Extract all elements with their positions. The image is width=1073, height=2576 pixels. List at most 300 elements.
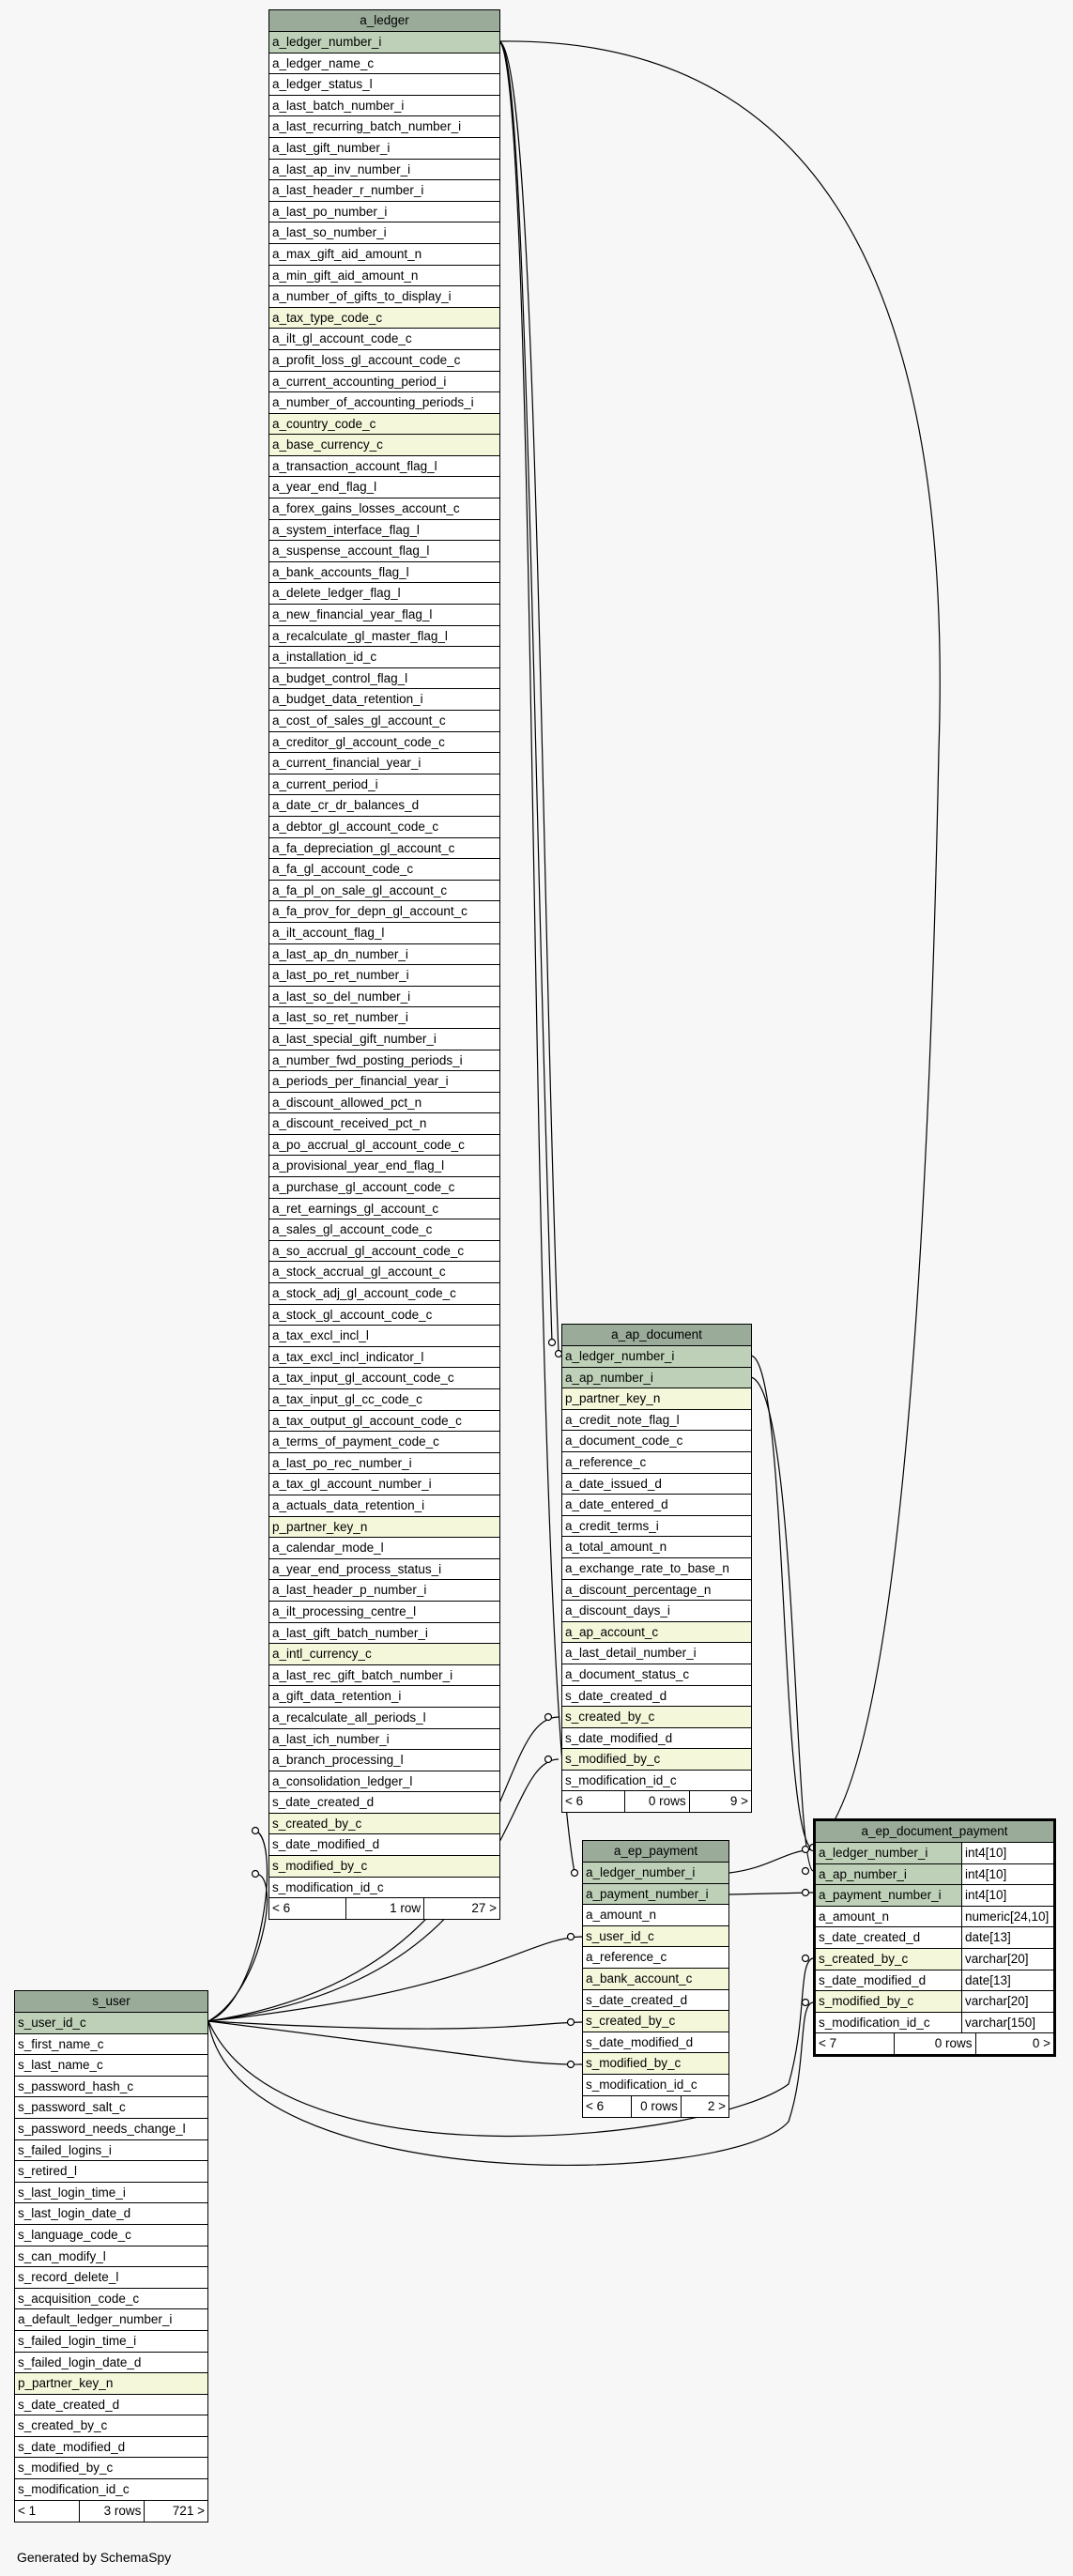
- column-row[interactable]: [269, 74, 499, 96]
- column-name: a_amount_n: [819, 1909, 890, 1924]
- foreign-key-column[interactable]: [269, 308, 499, 330]
- row-count: 0 rows: [631, 2096, 681, 2117]
- column-name: s_created_by_c: [565, 1710, 655, 1725]
- column-row[interactable]: [269, 286, 499, 308]
- column-name: p_partner_key_n: [18, 2376, 114, 2391]
- column-name: a_last_gift_batch_number_i: [272, 1625, 428, 1640]
- table-a-ap-document[interactable]: [561, 1324, 752, 1813]
- column-name: s_first_name_c: [18, 2036, 104, 2051]
- column-row[interactable]: [269, 1177, 499, 1199]
- column-row[interactable]: [269, 987, 499, 1008]
- column-name: a_sales_gl_account_code_c: [272, 1222, 433, 1237]
- row-count: 3 rows: [79, 2501, 145, 2522]
- column-row[interactable]: [269, 753, 499, 774]
- foreign-key-column[interactable]: [562, 1622, 751, 1644]
- column-name: s_created_by_c: [819, 1951, 909, 1966]
- column-name: a_credit_note_flag_l: [565, 1412, 680, 1427]
- column-name: a_stock_adj_gl_account_code_c: [272, 1286, 456, 1301]
- column-row[interactable]: [269, 222, 499, 244]
- column-name: a_credit_terms_i: [565, 1518, 659, 1533]
- column-row[interactable]: [269, 1602, 499, 1623]
- column-row[interactable]: [562, 1516, 751, 1538]
- column-row[interactable]: [269, 266, 499, 287]
- column-type: int4[10]: [961, 1843, 1053, 1863]
- column-row[interactable]: [15, 2246, 207, 2268]
- column-name: a_ledger_number_i: [586, 1865, 696, 1879]
- column-name: s_modified_by_c: [272, 1859, 368, 1874]
- column-row[interactable]: [269, 1771, 499, 1793]
- column-row[interactable]: [269, 1219, 499, 1241]
- column-row[interactable]: [15, 2097, 207, 2119]
- column-name: a_so_accrual_gl_account_code_c: [272, 1243, 465, 1258]
- primary-key-column[interactable]: [15, 2013, 207, 2034]
- column-name: a_ilt_gl_account_code_c: [272, 331, 412, 346]
- foreign-key-column[interactable]: [562, 1388, 751, 1410]
- column-name: a_ilt_account_flag_l: [272, 925, 385, 940]
- column-name: a_discount_percentage_n: [565, 1582, 712, 1597]
- table-header[interactable]: a_ap_document: [562, 1325, 751, 1346]
- column-name: a_discount_received_pct_n: [272, 1116, 427, 1131]
- column-name: s_modified_by_c: [18, 2461, 114, 2476]
- column-name: a_fa_gl_account_code_c: [272, 862, 414, 877]
- column-row[interactable]: [269, 817, 499, 838]
- column-name: a_suspense_account_flag_l: [272, 544, 430, 559]
- column-name: s_date_created_d: [18, 2397, 120, 2412]
- column-row[interactable]: [269, 96, 499, 117]
- primary-key-column[interactable]: [816, 1885, 1053, 1907]
- column-name: a_year_end_process_status_i: [272, 1561, 442, 1576]
- column-row[interactable]: [269, 160, 499, 181]
- column-name: a_payment_number_i: [819, 1888, 942, 1903]
- column-row[interactable]: [269, 1623, 499, 1645]
- edge-ep-payment-paynum-to-edp: [729, 1893, 813, 1894]
- column-row[interactable]: [562, 1686, 751, 1708]
- column-type: int4[10]: [961, 1885, 1053, 1906]
- column-name: a_last_ap_dn_number_i: [272, 946, 408, 961]
- primary-key-column[interactable]: [583, 1884, 728, 1906]
- column-row[interactable]: [269, 583, 499, 605]
- column-name: a_calendar_mode_l: [272, 1541, 384, 1556]
- column-row[interactable]: [562, 1728, 751, 1750]
- table-a-ledger[interactable]: [268, 9, 500, 1920]
- foreign-key-column[interactable]: [269, 1517, 499, 1539]
- column-row[interactable]: [269, 923, 499, 944]
- column-name: a_po_accrual_gl_account_code_c: [272, 1137, 465, 1152]
- foreign-key-column[interactable]: [269, 1814, 499, 1835]
- column-name: s_language_code_c: [18, 2227, 131, 2242]
- column-name: a_date_entered_d: [565, 1497, 668, 1512]
- column-name: a_system_interface_flag_l: [272, 522, 420, 537]
- column-name: a_recalculate_gl_master_flag_l: [272, 628, 448, 643]
- column-row[interactable]: [15, 2077, 207, 2098]
- column-name: a_number_of_gifts_to_display_i: [272, 289, 452, 304]
- column-name: a_last_so_ret_number_i: [272, 1010, 408, 1025]
- column-name: s_user_id_c: [18, 2016, 86, 2030]
- column-name: s_modified_by_c: [819, 1994, 914, 2009]
- column-row[interactable]: [269, 1113, 499, 1135]
- column-name: a_year_end_flag_l: [272, 480, 377, 495]
- column-row[interactable]: [269, 54, 499, 75]
- column-row[interactable]: [269, 732, 499, 754]
- column-name: a_provisional_year_end_flag_l: [272, 1158, 445, 1173]
- column-name: a_current_accounting_period_i: [272, 374, 447, 389]
- column-row[interactable]: [269, 1007, 499, 1029]
- foreign-key-column[interactable]: [583, 2011, 728, 2032]
- column-row[interactable]: [15, 2161, 207, 2183]
- column-row[interactable]: [15, 2437, 207, 2459]
- column-row[interactable]: [15, 2203, 207, 2225]
- column-row[interactable]: [269, 138, 499, 160]
- column-name: s_acquisition_code_c: [18, 2291, 140, 2306]
- column-row[interactable]: [269, 1347, 499, 1369]
- column-name: a_current_financial_year_i: [272, 756, 422, 771]
- column-name: s_date_created_d: [272, 1795, 375, 1810]
- column-name: a_tax_input_gl_account_code_c: [272, 1371, 454, 1386]
- column-row[interactable]: [269, 202, 499, 223]
- column-row[interactable]: [269, 859, 499, 881]
- table-a-ep-document-payment[interactable]: [813, 1818, 1056, 2057]
- column-row[interactable]: [15, 2183, 207, 2204]
- foreign-key-column[interactable]: [816, 1991, 1053, 2013]
- column-name: s_retired_l: [18, 2164, 78, 2179]
- column-name: a_ap_number_i: [565, 1370, 653, 1385]
- column-row[interactable]: [269, 1538, 499, 1559]
- column-row[interactable]: [269, 1305, 499, 1326]
- foreign-key-column[interactable]: [816, 1949, 1053, 1970]
- column-row[interactable]: [816, 1907, 1053, 1928]
- column-name: a_new_financial_year_flag_l: [272, 607, 433, 622]
- column-row[interactable]: [269, 668, 499, 690]
- column-name: s_password_hash_c: [18, 2078, 134, 2093]
- column-name: s_last_login_date_d: [18, 2206, 131, 2221]
- column-row[interactable]: [562, 1643, 751, 1664]
- column-row[interactable]: [269, 944, 499, 966]
- column-row[interactable]: [269, 116, 499, 138]
- column-type: varchar[20]: [961, 1949, 1053, 1970]
- foreign-key-column[interactable]: [562, 1749, 751, 1771]
- column-name: a_tax_excl_incl_l: [272, 1328, 369, 1343]
- column-row[interactable]: [269, 1326, 499, 1347]
- primary-key-column[interactable]: [269, 32, 499, 54]
- column-name: a_ledger_number_i: [565, 1349, 675, 1363]
- column-row[interactable]: [269, 1432, 499, 1453]
- column-row[interactable]: [583, 1947, 728, 1969]
- column-name: a_tax_output_gl_account_code_c: [272, 1413, 462, 1428]
- column-name: a_stock_gl_account_code_c: [272, 1307, 433, 1322]
- column-name: a_base_currency_c: [272, 437, 383, 452]
- column-row[interactable]: [15, 2479, 207, 2501]
- column-type: int4[10]: [961, 1864, 1053, 1885]
- foreign-key-column[interactable]: [15, 2373, 207, 2395]
- column-name: s_created_by_c: [586, 2014, 676, 2029]
- column-row[interactable]: [269, 1750, 499, 1771]
- foreign-key-column[interactable]: [269, 1644, 499, 1665]
- row-count: 0 rows: [624, 1791, 688, 1812]
- column-row[interactable]: [269, 1093, 499, 1114]
- column-name: a_last_po_number_i: [272, 204, 388, 219]
- child-count[interactable]: 0 >: [975, 2033, 1053, 2054]
- column-row[interactable]: [562, 1495, 751, 1516]
- column-row[interactable]: [269, 392, 499, 414]
- column-row[interactable]: [562, 1771, 751, 1792]
- column-row[interactable]: [269, 1241, 499, 1263]
- table-header[interactable]: s_user: [15, 1991, 207, 2013]
- column-name: p_partner_key_n: [565, 1391, 661, 1406]
- column-row[interactable]: [269, 881, 499, 902]
- column-row[interactable]: [269, 562, 499, 584]
- column-name: s_date_modified_d: [586, 2034, 694, 2049]
- column-name: s_date_created_d: [819, 1930, 921, 1945]
- column-row[interactable]: [269, 795, 499, 817]
- column-name: a_budget_control_flag_l: [272, 670, 408, 685]
- column-row[interactable]: [15, 2140, 207, 2162]
- foreign-key-column[interactable]: [583, 1969, 728, 1990]
- column-name: a_ledger_number_i: [819, 1846, 928, 1860]
- column-name: s_failed_login_date_d: [18, 2354, 142, 2369]
- column-row[interactable]: [15, 2055, 207, 2077]
- column-row[interactable]: [15, 2225, 207, 2246]
- column-row[interactable]: [269, 1686, 499, 1708]
- generated-by-label: Generated by SchemaSpy: [17, 2550, 172, 2565]
- table-header[interactable]: a_ledger: [269, 10, 499, 32]
- column-row[interactable]: [269, 372, 499, 393]
- column-row[interactable]: [269, 520, 499, 542]
- edge-ep-payment-ledger-to-edp: [729, 1849, 813, 1873]
- column-name: a_current_period_i: [272, 776, 378, 791]
- column-name: a_ledger_name_c: [272, 55, 375, 70]
- column-row[interactable]: [816, 1970, 1053, 1992]
- column-name: a_reference_c: [565, 1454, 647, 1469]
- column-row[interactable]: [15, 2119, 207, 2140]
- primary-key-column[interactable]: [816, 1864, 1053, 1886]
- parent-count[interactable]: < 1: [18, 2503, 37, 2518]
- column-row[interactable]: [15, 2289, 207, 2310]
- column-row[interactable]: [269, 1389, 499, 1411]
- row-count: 0 rows: [894, 2033, 974, 2054]
- table-header[interactable]: a_ep_payment: [583, 1841, 728, 1863]
- column-name: a_fa_depreciation_gl_account_c: [272, 840, 455, 855]
- column-row[interactable]: [562, 1664, 751, 1686]
- column-row[interactable]: [583, 1905, 728, 1926]
- column-row[interactable]: [15, 2267, 207, 2289]
- column-row[interactable]: [562, 1452, 751, 1474]
- column-row[interactable]: [816, 2013, 1053, 2034]
- column-row[interactable]: [562, 1431, 751, 1452]
- column-row[interactable]: [15, 2309, 207, 2331]
- foreign-key-column[interactable]: [269, 1856, 499, 1878]
- column-row[interactable]: [269, 1834, 499, 1856]
- column-row[interactable]: [269, 1665, 499, 1687]
- foreign-key-column[interactable]: [269, 414, 499, 436]
- table-s-user[interactable]: [14, 1990, 208, 2522]
- column-row[interactable]: [269, 689, 499, 711]
- column-name: a_document_status_c: [565, 1666, 690, 1681]
- column-row[interactable]: [269, 1156, 499, 1177]
- column-name: a_last_detail_number_i: [565, 1646, 697, 1661]
- column-name: s_created_by_c: [18, 2418, 108, 2433]
- column-name: s_date_modified_d: [272, 1837, 380, 1852]
- column-row[interactable]: [583, 2032, 728, 2054]
- column-type: date[13]: [961, 1970, 1053, 1991]
- column-name: a_fa_prov_for_depn_gl_account_c: [272, 904, 468, 919]
- column-row[interactable]: [269, 774, 499, 796]
- column-name: a_branch_processing_l: [272, 1753, 404, 1768]
- column-name: a_ap_account_c: [565, 1624, 659, 1639]
- column-row[interactable]: [269, 329, 499, 350]
- child-count[interactable]: 27 >: [423, 1898, 499, 1919]
- column-row[interactable]: [269, 477, 499, 498]
- column-name: s_modification_id_c: [565, 1772, 677, 1787]
- column-name: a_tax_excl_incl_indicator_l: [272, 1349, 424, 1364]
- column-row[interactable]: [269, 1411, 499, 1433]
- column-row[interactable]: [269, 965, 499, 987]
- column-row[interactable]: [269, 1135, 499, 1157]
- column-name: a_max_gift_aid_amount_n: [272, 246, 422, 261]
- column-row[interactable]: [269, 647, 499, 668]
- column-name: s_date_modified_d: [819, 1972, 927, 1987]
- column-row[interactable]: [269, 1283, 499, 1305]
- column-type: varchar[20]: [961, 1991, 1053, 2012]
- column-type: varchar[150]: [961, 2013, 1053, 2033]
- column-row[interactable]: [269, 1453, 499, 1475]
- column-name: a_fa_pl_on_sale_gl_account_c: [272, 882, 448, 897]
- column-row[interactable]: [269, 1495, 499, 1517]
- column-row[interactable]: [269, 1368, 499, 1389]
- column-row[interactable]: [15, 2034, 207, 2056]
- foreign-key-column[interactable]: [562, 1707, 751, 1728]
- primary-key-column[interactable]: [583, 1863, 728, 1884]
- column-row[interactable]: [269, 244, 499, 266]
- column-name: s_modified_by_c: [586, 2056, 682, 2071]
- column-row[interactable]: [269, 1262, 499, 1283]
- parent-count[interactable]: < 7: [819, 2036, 837, 2051]
- column-row[interactable]: [269, 711, 499, 732]
- column-row[interactable]: [269, 350, 499, 372]
- column-row[interactable]: [15, 2415, 207, 2437]
- table-footer: [15, 2501, 207, 2522]
- column-name: a_total_amount_n: [565, 1540, 667, 1555]
- column-name: a_tax_type_code_c: [272, 310, 383, 325]
- column-name: a_debtor_gl_account_code_c: [272, 819, 439, 834]
- column-name: a_consolidation_ledger_l: [272, 1773, 413, 1788]
- column-row[interactable]: [562, 1537, 751, 1558]
- column-name: s_password_needs_change_l: [18, 2121, 186, 2136]
- primary-key-column[interactable]: [562, 1346, 751, 1368]
- column-row[interactable]: [269, 1071, 499, 1093]
- primary-key-column[interactable]: [562, 1368, 751, 1389]
- column-name: s_modified_by_c: [565, 1752, 661, 1767]
- column-name: a_tax_input_gl_cc_code_c: [272, 1392, 422, 1406]
- column-row[interactable]: [269, 1029, 499, 1050]
- column-row[interactable]: [269, 541, 499, 562]
- column-row[interactable]: [269, 180, 499, 202]
- column-name: a_last_header_p_number_i: [272, 1583, 427, 1598]
- column-name: s_password_salt_c: [18, 2100, 126, 2115]
- column-name: a_date_issued_d: [565, 1476, 662, 1491]
- parent-count[interactable]: < 6: [272, 1901, 291, 1916]
- table-header[interactable]: a_ep_document_payment: [816, 1821, 1053, 1843]
- edge-ap-doc-apnum-to-edp: [751, 1377, 813, 1871]
- column-name: s_date_modified_d: [18, 2439, 126, 2454]
- column-name: a_discount_allowed_pct_n: [272, 1095, 422, 1110]
- column-row[interactable]: [15, 2395, 207, 2416]
- column-name: a_last_so_del_number_i: [272, 989, 411, 1004]
- column-row[interactable]: [562, 1410, 751, 1432]
- column-name: s_created_by_c: [272, 1816, 362, 1831]
- column-row[interactable]: [269, 1580, 499, 1602]
- column-name: a_installation_id_c: [272, 650, 377, 665]
- column-name: a_payment_number_i: [586, 1886, 709, 1901]
- table-footer: [269, 1898, 499, 1919]
- column-name: a_number_of_accounting_periods_i: [272, 395, 474, 410]
- column-name: a_ap_number_i: [819, 1866, 907, 1881]
- primary-key-column[interactable]: [816, 1843, 1053, 1864]
- column-name: a_last_ap_inv_number_i: [272, 161, 411, 176]
- column-row[interactable]: [562, 1580, 751, 1602]
- foreign-key-column[interactable]: [583, 2053, 728, 2075]
- column-type: numeric[24,10]: [961, 1907, 1053, 1927]
- column-row[interactable]: [562, 1474, 751, 1495]
- column-name: s_modification_id_c: [18, 2482, 130, 2497]
- column-row[interactable]: [269, 901, 499, 923]
- child-count[interactable]: 2 >: [681, 2096, 728, 2117]
- column-row[interactable]: [583, 1990, 728, 2012]
- column-row[interactable]: [269, 456, 499, 478]
- column-row[interactable]: [269, 1729, 499, 1751]
- column-row[interactable]: [269, 1199, 499, 1220]
- child-count[interactable]: 721 >: [144, 2501, 207, 2522]
- column-row[interactable]: [816, 1927, 1053, 1949]
- column-name: a_stock_accrual_gl_account_c: [272, 1265, 446, 1280]
- column-name: a_last_special_gift_number_i: [272, 1031, 437, 1046]
- column-row[interactable]: [562, 1558, 751, 1580]
- column-name: a_last_po_ret_number_i: [272, 968, 409, 983]
- edge-user-to-ep-created: [208, 2021, 582, 2029]
- column-name: s_date_created_d: [565, 1688, 667, 1703]
- column-row[interactable]: [269, 1878, 499, 1899]
- column-name: s_user_id_c: [586, 1928, 654, 1943]
- column-row[interactable]: [269, 1474, 499, 1495]
- column-name: a_recalculate_all_periods_l: [272, 1710, 426, 1725]
- column-row[interactable]: [269, 605, 499, 626]
- child-count[interactable]: 9 >: [689, 1791, 751, 1812]
- foreign-key-column[interactable]: [269, 435, 499, 456]
- table-a-ep-payment[interactable]: [582, 1840, 729, 2118]
- edge-ledger-to-ap-document-2: [499, 41, 559, 1354]
- column-row[interactable]: [269, 1559, 499, 1581]
- column-name: s_last_name_c: [18, 2058, 103, 2073]
- column-row[interactable]: [269, 1708, 499, 1729]
- parent-count[interactable]: < 6: [586, 2098, 605, 2113]
- column-name: a_last_so_number_i: [272, 225, 387, 240]
- foreign-key-column[interactable]: [583, 1926, 728, 1948]
- column-row[interactable]: [269, 838, 499, 860]
- column-row[interactable]: [15, 2331, 207, 2353]
- column-row[interactable]: [269, 1050, 499, 1072]
- column-row[interactable]: [269, 498, 499, 520]
- column-row[interactable]: [15, 2458, 207, 2479]
- column-name: a_tax_gl_account_number_i: [272, 1477, 432, 1492]
- column-name: s_record_delete_l: [18, 2270, 119, 2285]
- column-row[interactable]: [269, 1792, 499, 1814]
- column-row[interactable]: [583, 2075, 728, 2096]
- column-row[interactable]: [269, 626, 499, 648]
- column-row[interactable]: [562, 1601, 751, 1622]
- table-footer: [583, 2096, 728, 2117]
- column-name: a_intl_currency_c: [272, 1647, 372, 1662]
- parent-count[interactable]: < 6: [565, 1794, 584, 1809]
- column-row[interactable]: [15, 2353, 207, 2374]
